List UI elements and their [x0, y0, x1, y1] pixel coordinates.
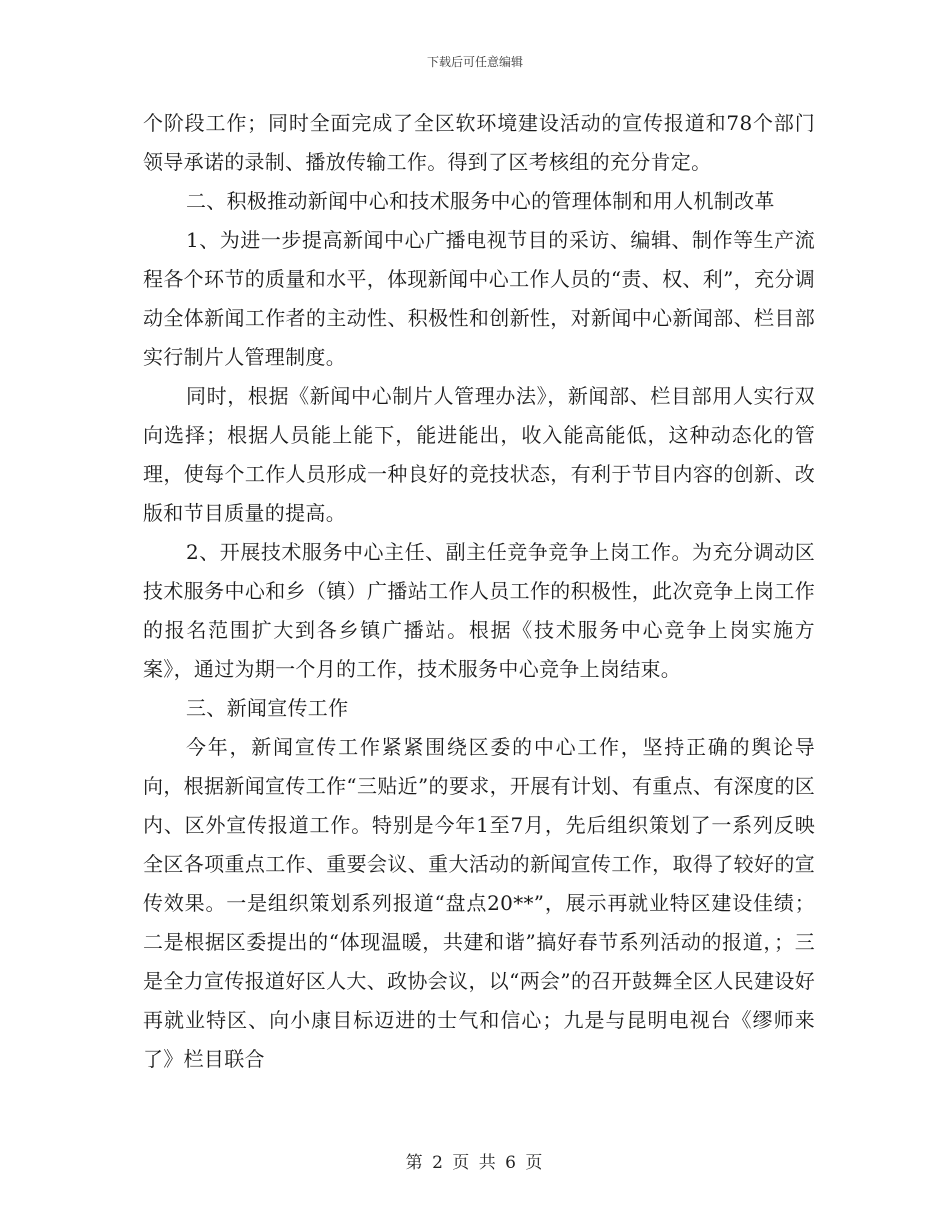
page-footer: 第 2 页 共 6 页	[405, 1153, 545, 1173]
paragraph: 1、为进一步提高新闻中心广播电视节目的采访、编辑、制作等生产流程各个环节的质量和水平，体现新闻中心工作人员的“责、权、利”，充分调动全体新闻工作者的主动性、积极性和创新性，对新闻中心新闻部、栏目部实行制片人管理制度。	[143, 228, 815, 369]
document-body	[143, 104, 815, 1079]
paragraph: 今年，新闻宣传工作紧紧围绕区委的中心工作，坚持正确的舆论导向，根据新闻宣传工作“三贴近”的要求，开展有计划、有重点、有深度的区内、区外宣传报道工作。特别是今年1至7月，先后组织策划了一系列反映全区各项重点工作、重要会议、重大活动的新闻宣传工作，取得了较好的宣传效果。一是组织策划系列报道“盘点20**”，展示再就业特区建设佳绩；二是根据区委提出的“体现温暖，共建和谐”搞好春节系列活动的报道，；三是全力宣传报道好区人大、政协会议，以“两会”的召开鼓舞全区人民建设好再就业特区、向小康目标迈进的士气和信心；九是与昆明电视台《缪师来了》栏目联合	[143, 735, 815, 1071]
section-heading: 三、新闻宣传工作	[186, 696, 349, 720]
paragraph: 个阶段工作；同时全面完成了全区软环境建设活动的宣传报道和78个部门领导承诺的录制、播放传输工作。得到了区考核组的充分肯定。	[143, 111, 815, 174]
paragraph: 2、开展技术服务中心主任、副主任竞争竞争上岗工作。为充分调动区技术服务中心和乡（镇）广播站工作人员工作的积极性，此次竞争上岗工作的报名范围扩大到各乡镇广播站。根据《技术服务中心竞争上岗实施方案》，通过为期一个月的工作，技术服务中心竞争上岗结束。	[143, 540, 815, 681]
paragraph: 同时，根据《新闻中心制片人管理办法》，新闻部、栏目部用人实行双向选择；根据人员能上能下，能进能出，收入能高能低，这种动态化的管理，使每个工作人员形成一种良好的竞技状态，有利于节目内容的创新、改版和节目质量的提高。	[143, 384, 815, 525]
page-header: 下载后可任意编辑	[426, 55, 523, 69]
section-heading: 二、积极推动新闻中心和技术服务中心的管理体制和用人机制改革	[186, 189, 775, 213]
